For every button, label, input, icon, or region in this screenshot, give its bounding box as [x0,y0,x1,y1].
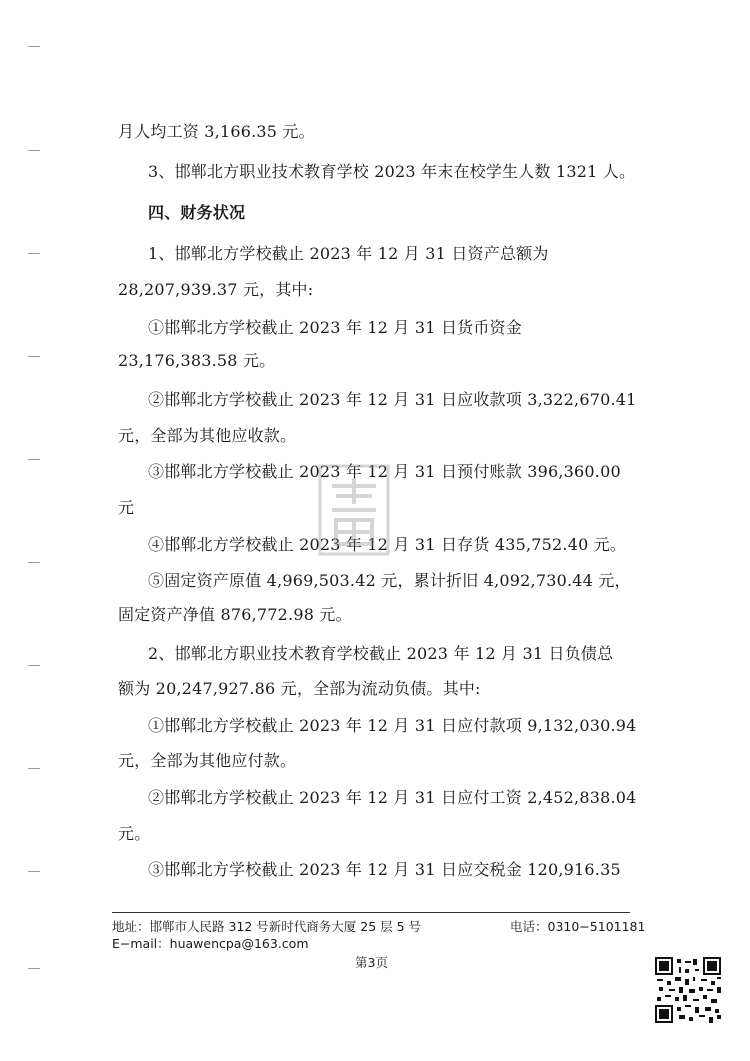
margin-mark [28,562,40,563]
qr-code-icon [655,957,721,1023]
text-line: ③邯郸北方学校截止 2023 年 12 月 31 日应交税金 120,916.35 [148,860,621,879]
text-line: 元，全部为其他应付款。 [118,751,297,770]
text-line: 元 [118,498,135,517]
margin-mark [28,459,40,460]
text-line: ①邯郸北方学校截止 2023 年 12 月 31 日应付款项 9,132,030.94 [148,716,637,735]
margin-mark [28,150,40,151]
margin-mark [28,253,40,254]
footer-address: 地址：邯郸市人民路 312 号新时代商务大厦 25 层 5 号 [112,919,422,934]
text-line: 28,207,939.37 元，其中: [118,280,314,299]
section-heading: 四、财务状况 [148,203,246,222]
text-line: ②邯郸北方学校截止 2023 年 12 月 31 日应收款项 3,322,670.41 [148,390,637,409]
text-line: 额为 20,247,927.86 元，全部为流动负债。其中: [118,679,481,698]
text-line: ②邯郸北方学校截止 2023 年 12 月 31 日应付工资 2,452,838.04 [148,788,637,807]
margin-mark [28,768,40,769]
text-line: 元。 [118,824,151,843]
text-line: 3、邯郸北方职业技术教育学校 2023 年末在校学生人数 1321 人。 [148,162,636,181]
margin-mark [28,356,40,357]
text-line: 月人均工资 3,166.35 元。 [118,122,315,141]
text-line: ③邯郸北方学校截止 2023 年 12 月 31 日预付账款 396,360.00 [148,462,621,481]
text-line: 固定资产净值 876,772.98 元。 [118,605,352,624]
seal-stamp [318,464,390,556]
text-line: 1、邯郸北方学校截止 2023 年 12 月 31 日资产总额为 [148,244,549,263]
margin-mark [28,968,40,969]
footer-email: E−mail：huawencpa@163.com [112,936,309,951]
text-line: ①邯郸北方学校截止 2023 年 12 月 31 日货币资金 [148,318,522,337]
text-line: ④邯郸北方学校截止 2023 年 12 月 31 日存货 435,752.40 元。 [148,535,627,554]
text-line: 23,176,383.58 元。 [118,351,276,370]
margin-mark [28,46,40,47]
footer-phone: 电话：0310−5101181 [510,919,646,934]
margin-mark [28,871,40,872]
text-line: 元，全部为其他应收款。 [118,426,297,445]
text-line: ⑤固定资产原值 4,969,503.42 元，累计折旧 4,092,730.44 元， [148,571,631,590]
page-number: 第3页 [355,955,388,970]
footer-divider [112,912,630,913]
margin-mark [28,665,40,666]
text-line: 2、邯郸北方职业技术教育学校截止 2023 年 12 月 31 日负债总 [148,644,614,663]
